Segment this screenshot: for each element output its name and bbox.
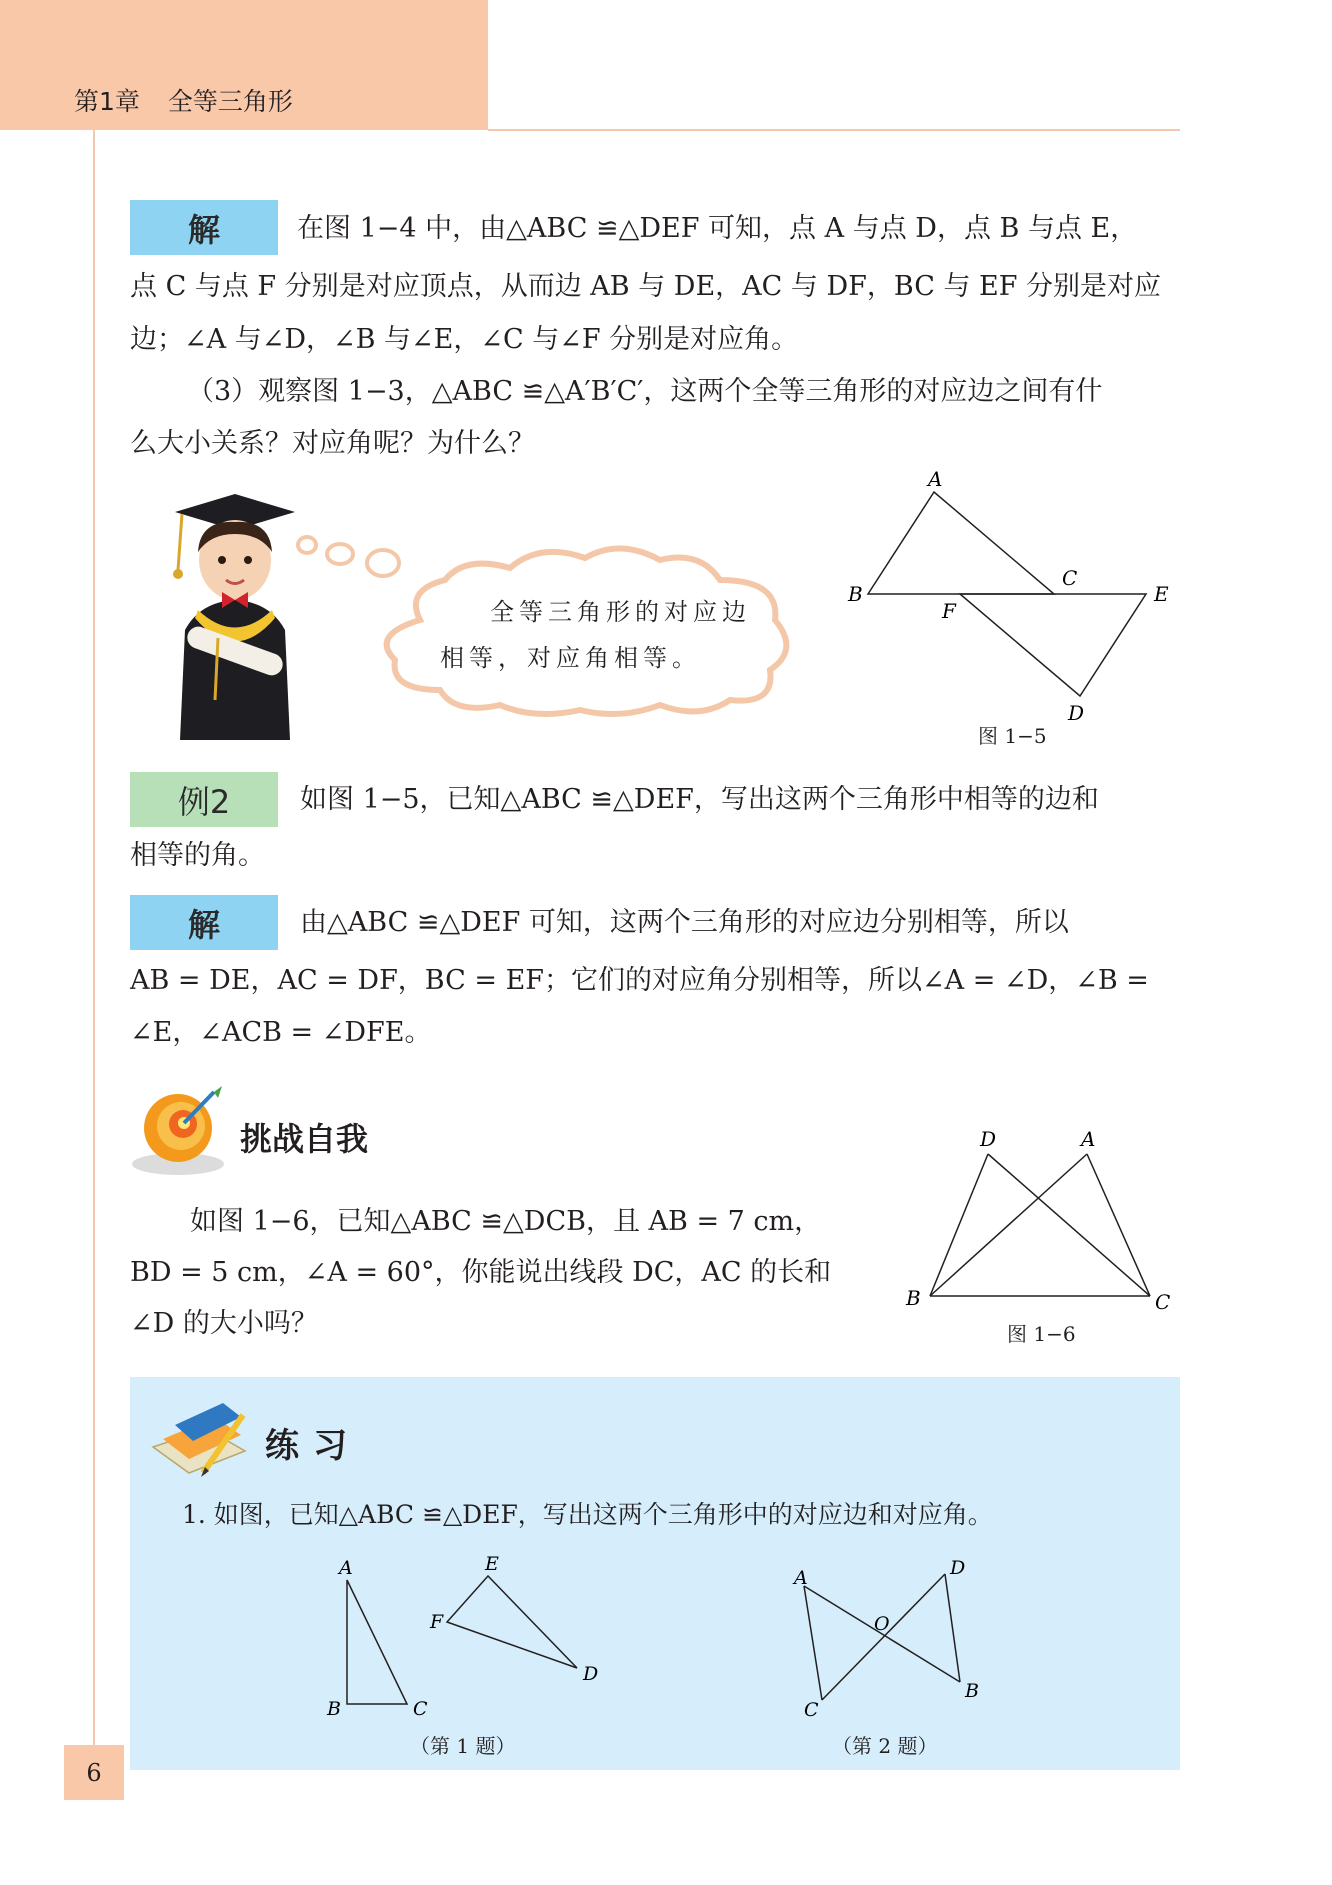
triangle-def [960,594,1146,696]
label-a: A [928,467,943,491]
notebook-pencil-icon [145,1395,250,1485]
solution2-line3: ∠E，∠ACB = ∠DFE。 [130,1017,432,1048]
solution2-line2: AB = DE，AC = DF，BC = EF；它们的对应角分别相等，所以∠A = ∠D，∠B = [130,965,1149,996]
figure-1-6-caption: 图 1−6 [1007,1322,1076,1346]
label-a: A [794,1567,808,1589]
exercise-fig2-caption: （第 2 题） [832,1734,938,1758]
chapter-title: 全等三角形 [167,87,293,116]
label-c: C [804,1699,819,1720]
figure-1-6 [900,1120,1180,1320]
label-e: E [1154,582,1169,606]
page-number: 6 [64,1745,124,1800]
label-f: F [430,1611,444,1633]
solution1-line2: 点 C 与点 F 分别是对应顶点，从而边 AB 与 DE，AC 与 DF，BC 与 EF 分别是对应 [130,271,1162,302]
example2-tag: 例2 [130,772,278,827]
header-rule [488,129,1180,131]
exercise-fig1-caption: （第 1 题） [410,1734,516,1758]
figure-1-5-caption: 图 1−5 [978,724,1047,748]
example2-line1: 如图 1−5，已知△ABC ≌△DEF，写出这两个三角形中相等的边和 [300,784,1099,815]
solution2-line1: 由△ABC ≌△DEF 可知，这两个三角形的对应边分别相等，所以 [300,907,1069,938]
chapter-heading [74,82,293,118]
challenge-title: 挑战自我 [240,1120,369,1158]
exercise-title: 练习 [265,1426,361,1466]
bubble-line1: 全等三角形的对应边 [490,598,751,626]
triangle-abc [868,492,1054,594]
solution-tag-1: 解 [130,200,278,255]
label-b: B [848,582,863,606]
exercise-figure-2 [790,1550,1020,1720]
label-e: E [485,1553,499,1575]
label-a: A [1081,1127,1096,1151]
exercise-figure-1 [315,1550,615,1720]
label-b: B [906,1286,921,1310]
challenge-line2: BD = 5 cm，∠A = 60°，你能说出线段 DC，AC 的长和 [130,1257,832,1288]
bubble-line2: 相等，对应角相等。 [440,644,701,672]
label-c: C [1062,566,1078,590]
label-f: F [942,599,956,623]
left-margin-rule [93,130,95,1745]
label-d: D [583,1663,599,1685]
example2-line2: 相等的角。 [130,840,265,871]
challenge-line3: ∠D 的大小吗？ [130,1308,318,1339]
label-a: A [339,1557,353,1579]
label-d: D [980,1127,997,1151]
label-c: C [1155,1290,1171,1314]
label-c: C [413,1698,428,1720]
target-icon [128,1080,228,1180]
label-d: D [1068,701,1085,725]
solution1-line1: 在图 1−4 中，由△ABC ≌△DEF 可知，点 A 与点 D，点 B 与点 E， [297,213,1138,244]
question3-line2: 么大小关系？对应角呢？为什么？ [130,428,535,459]
solution-tag-2: 解 [130,895,278,950]
label-b: B [965,1680,979,1702]
chapter-number: 第1章 [74,87,140,116]
question3-line1: （3）观察图 1−3，△ABC ≌△A′B′C′，这两个全等三角形的对应边之间有什 [187,376,1103,407]
label-d: D [950,1557,966,1579]
solution1-line3: 边；∠A 与∠D，∠B 与∠E，∠C 与∠F 分别是对应角。 [130,324,799,355]
exercise-q1: 1. 如图，已知△ABC ≌△DEF，写出这两个三角形中的对应边和对应角。 [182,1500,993,1529]
label-o: O [874,1613,890,1635]
label-b: B [327,1698,341,1720]
challenge-line1: 如图 1−6，已知△ABC ≌△DCB，且 AB = 7 cm， [190,1206,822,1237]
figure-1-5 [840,460,1180,740]
